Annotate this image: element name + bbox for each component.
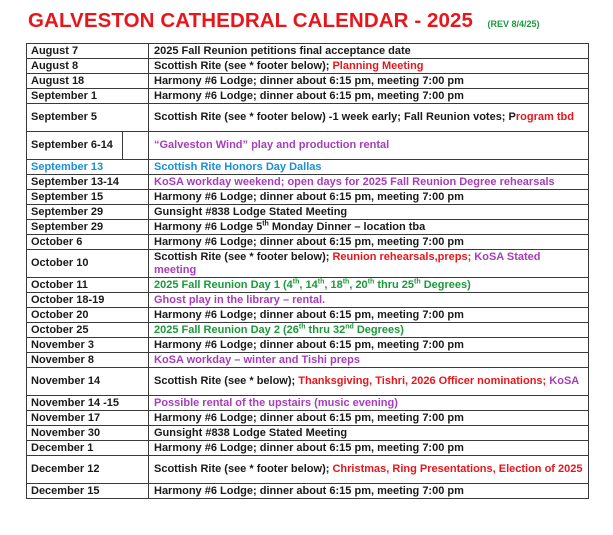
row-event (149, 220, 589, 235)
table-row (27, 484, 589, 499)
table-row (27, 308, 589, 323)
table-row (27, 59, 589, 74)
row-date: October 20 (27, 308, 149, 323)
table-row (27, 132, 589, 160)
row-event: Harmony #6 Lodge; dinner about 6:15 pm, meeting 7:00 pm (149, 190, 589, 205)
table-row (27, 74, 589, 89)
calendar-header (28, 9, 540, 33)
event-text: 2025 Fall Reunion Day 1 (4 (154, 278, 293, 291)
row-event: Harmony #6 Lodge; dinner about 6:15 pm, meeting 7:00 pm (149, 411, 589, 426)
table-row (27, 104, 589, 132)
table-row (27, 220, 589, 235)
table-row (27, 411, 589, 426)
row-date: September 13 (27, 160, 149, 175)
table-row (27, 338, 589, 353)
calendar-table (26, 43, 589, 499)
table-row (27, 278, 589, 293)
event-text: Scottish Rite (see * footer below) -1 week early; Fall Reunion votes; P (154, 111, 516, 123)
event-highlight: Planning Meeting (332, 59, 424, 72)
row-date: September 29 (27, 220, 149, 235)
ordinal-suffix: th (414, 277, 421, 285)
event-text: thru 25 (374, 278, 415, 291)
row-event: Harmony #6 Lodge; dinner about 6:15 pm, meeting 7:00 pm (149, 338, 589, 353)
row-date: November 3 (27, 338, 149, 353)
ordinal-suffix: th (367, 277, 375, 285)
row-event: Harmony #6 Lodge; dinner about 6:15 pm, meeting 7:00 pm (149, 308, 589, 323)
ordinal-suffix: th (262, 219, 269, 227)
row-date: November 14 -15 (27, 396, 149, 411)
event-text: Harmony #6 Lodge 5 (154, 220, 263, 233)
row-date: October 11 (27, 278, 149, 293)
row-event: KoSA workday weekend; open days for 2025 Fall Reunion Degree rehearsals (149, 175, 589, 190)
row-date: August 18 (27, 74, 149, 89)
table-row (27, 396, 589, 411)
row-spacer (123, 132, 149, 160)
ordinal-suffix: th (317, 277, 325, 285)
row-event: Harmony #6 Lodge; dinner about 6:15 pm, meeting 7:00 pm (149, 74, 589, 89)
table-row (27, 441, 589, 456)
row-date: October 10 (27, 250, 149, 278)
row-date: December 1 (27, 441, 149, 456)
event-text: Scottish Rite (see * footer below); (154, 59, 333, 72)
table-row (27, 353, 589, 368)
table-row (27, 160, 589, 175)
row-date: October 25 (27, 323, 149, 338)
revision-date: (REV 8/4/25) (487, 19, 540, 29)
row-event (149, 59, 589, 74)
page-title: GALVESTON CATHEDRAL CALENDAR - 2025 (28, 9, 474, 32)
row-event: 2025 Fall Reunion petitions final acceptance date (149, 44, 589, 59)
event-text: , 18 (324, 278, 343, 291)
event-highlight: rogram tbd (515, 111, 574, 123)
row-event: Ghost play in the library – rental. (149, 293, 589, 308)
row-event: Harmony #6 Lodge; dinner about 6:15 pm, meeting 7:00 pm (149, 484, 589, 499)
event-text: thru 32 (305, 323, 346, 336)
row-event (149, 250, 589, 278)
row-event: Gunsight #838 Lodge Stated Meeting (149, 205, 589, 220)
row-date: October 6 (27, 235, 149, 250)
row-event (149, 368, 589, 396)
table-row (27, 426, 589, 441)
row-date: September 6-14 (27, 132, 123, 160)
row-date: December 12 (27, 456, 149, 484)
row-date: November 14 (27, 368, 149, 396)
row-event: KoSA workday – winter and Tishi preps (149, 353, 589, 368)
row-date: December 15 (27, 484, 149, 499)
event-text: Degrees) (353, 323, 404, 336)
table-row (27, 368, 589, 396)
table-row (27, 456, 589, 484)
row-event: “Galveston Wind” play and production rental (149, 132, 589, 160)
event-text: , 14 (299, 278, 318, 291)
row-date: November 17 (27, 411, 149, 426)
row-date: November 8 (27, 353, 149, 368)
event-highlight: Thanksgiving, Tishri, 2026 Officer nominations; (298, 375, 550, 387)
row-date: October 18-19 (27, 293, 149, 308)
row-date: September 29 (27, 205, 149, 220)
event-text: Monday Dinner – location tba (268, 220, 426, 233)
ordinal-suffix: th (292, 277, 300, 285)
event-text: , 20 (349, 278, 368, 291)
table-row (27, 89, 589, 104)
table-row (27, 175, 589, 190)
event-text: 2025 Fall Reunion Day 2 (26 (154, 323, 299, 336)
row-event: Gunsight #838 Lodge Stated Meeting (149, 426, 589, 441)
row-event (149, 323, 589, 338)
event-text: Scottish Rite (see * footer below); (154, 250, 333, 263)
row-date: November 30 (27, 426, 149, 441)
row-date: August 8 (27, 59, 149, 74)
row-date: September 15 (27, 190, 149, 205)
ordinal-suffix: nd (345, 322, 354, 330)
row-event (149, 104, 589, 132)
row-date: August 7 (27, 44, 149, 59)
table-row (27, 190, 589, 205)
table-row (27, 293, 589, 308)
row-event (149, 278, 589, 293)
table-row (27, 44, 589, 59)
row-date: September 5 (27, 104, 149, 132)
table-row (27, 205, 589, 220)
event-highlight: KoSA Stated meeting (154, 250, 541, 276)
row-event (149, 456, 589, 484)
event-highlight: Christmas, Ring Presentations, Election of 2025 (332, 463, 583, 475)
row-date: September 13-14 (27, 175, 149, 190)
row-date: September 1 (27, 89, 149, 104)
ordinal-suffix: th (342, 277, 350, 285)
event-text: Scottish Rite (see * below); (154, 375, 299, 387)
ordinal-suffix: th (298, 322, 306, 330)
row-event: Harmony #6 Lodge; dinner about 6:15 pm, meeting 7:00 pm (149, 441, 589, 456)
table-row (27, 323, 589, 338)
event-text: Degrees) (420, 278, 471, 291)
event-text: Scottish Rite (see * footer below); (154, 463, 333, 475)
row-event: Harmony #6 Lodge; dinner about 6:15 pm, meeting 7:00 pm (149, 89, 589, 104)
table-row (27, 235, 589, 250)
table-row (27, 250, 589, 278)
row-event: Possible rental of the upstairs (music evening) (149, 396, 589, 411)
row-event: Scottish Rite Honors Day Dallas (149, 160, 589, 175)
event-highlight: Reunion rehearsals,preps; (332, 250, 475, 263)
row-event: Harmony #6 Lodge; dinner about 6:15 pm, meeting 7:00 pm (149, 235, 589, 250)
event-highlight: KoSA (549, 375, 580, 387)
